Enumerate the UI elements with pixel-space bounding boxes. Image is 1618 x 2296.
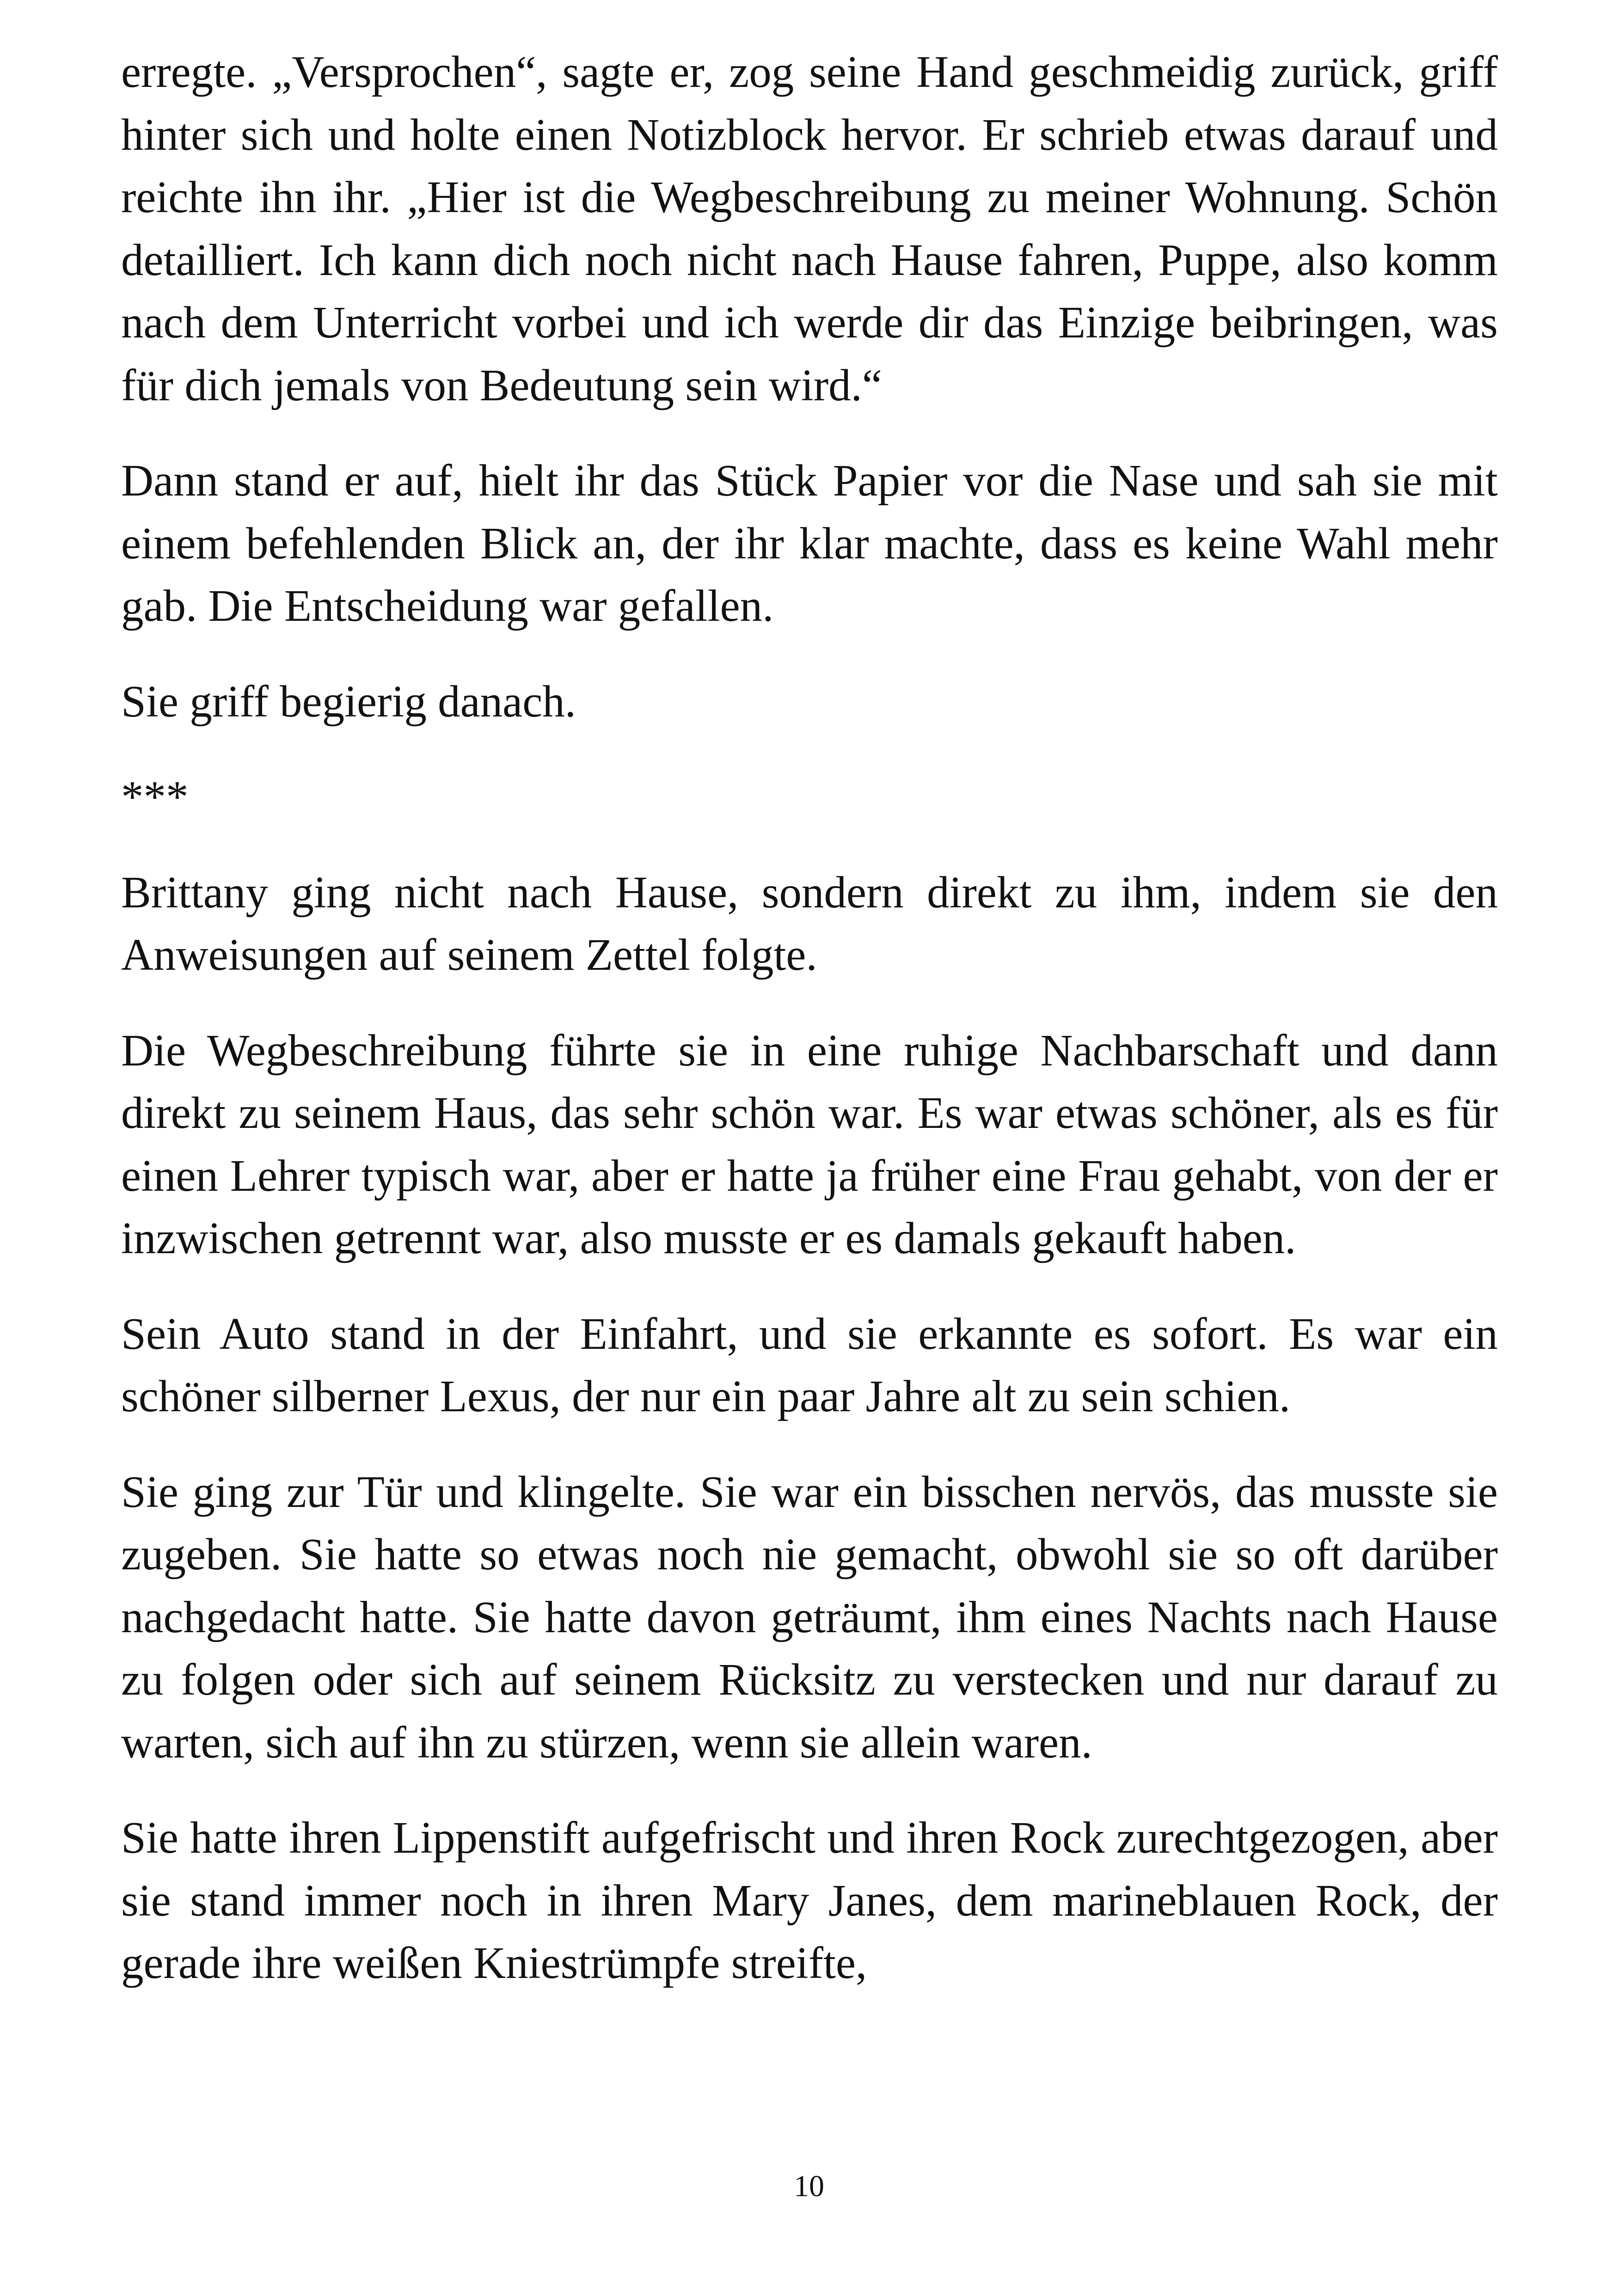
page-number: 10 <box>794 2169 824 2203</box>
paragraph: Dann stand er auf, hielt ihr das Stück Papier vor die Nase und sah sie mit einem befehlenden Blick an, der ihr klar machte, dass es keine Wahl mehr gab. Die Entscheidung war gefallen. <box>121 456 1498 631</box>
body-text <box>121 41 1498 2027</box>
paragraph: Sie griff begierig danach. <box>121 676 576 726</box>
paragraph: Sein Auto stand in der Einfahrt, und sie erkannte es sofort. Es war ein schöner silberner Lexus, der nur ein paar Jahre alt zu sein schien. <box>121 1309 1498 1421</box>
paragraph: Die Wegbeschreibung führte sie in eine ruhige Nachbarschaft und dann direkt zu seinem Haus, das sehr schön war. Es war etwas schöner, als es für einen Lehrer typisch war, aber er hatte ja früher eine Frau gehabt, von der er inzwischen getrennt war, also musste er es damals gekauft haben. <box>121 1025 1498 1263</box>
paragraph: Sie ging zur Tür und klingelte. Sie war ein bisschen nervös, das musste sie zugeben. Sie hatte so etwas noch nie gemacht, obwohl sie so oft darüber nachgedacht hatte. Sie hatte davon geträumt, ihm eines Nachts nach Hause zu folgen oder sich auf seinem Rücksitz zu verstecken und nur darauf zu warten, sich auf ihn zu stürzen, wenn sie allein waren. <box>121 1467 1498 1767</box>
paragraph: Sie hatte ihren Lippenstift aufgefrischt und ihren Rock zurechtgezogen, aber sie stand immer noch in ihren Mary Janes, dem marineblauen Rock, der gerade ihre weißen Kniestrümpfe streifte, <box>121 1813 1498 1988</box>
paragraph: erregte. „Versprochen“, sagte er, zog seine Hand geschmeidig zurück, griff hinter sich und holte einen Notizblock hervor. Er schrieb etwas darauf und reichte ihn ihr. „Hier ist die Wegbeschreibung zu meiner Wohnung. Schön detailliert. Ich kann dich noch nicht nach Hause fahren, Puppe, also komm nach dem Unterricht vorbei und ich werde dir das Einzige beibringen, was für dich jemals von Bedeutung sein wird.“ <box>121 47 1498 410</box>
paragraph: Brittany ging nicht nach Hause, sondern direkt zu ihm, indem sie den Anweisungen auf seinem Zettel folgte. <box>121 867 1498 980</box>
section-break: *** <box>121 772 189 821</box>
